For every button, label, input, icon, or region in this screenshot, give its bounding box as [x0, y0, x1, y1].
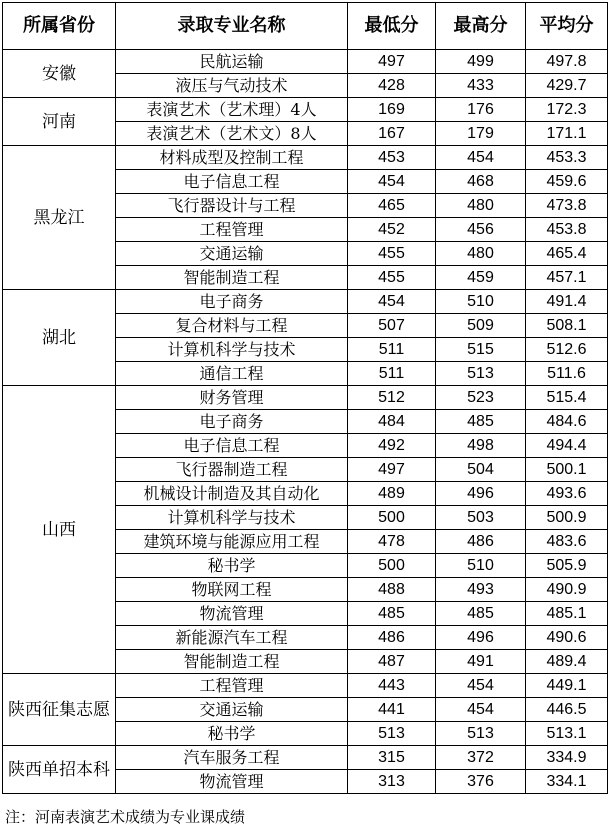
- major-cell: 物流管理: [116, 770, 348, 794]
- max-score-cell: 499: [436, 50, 526, 74]
- max-score-cell: 503: [436, 506, 526, 530]
- min-score-cell: 455: [348, 242, 436, 266]
- major-cell: 表演艺术（艺术文）8人: [116, 122, 348, 146]
- major-cell: 飞行器设计与工程: [116, 194, 348, 218]
- min-score-cell: 169: [348, 98, 436, 122]
- max-score-cell: 456: [436, 218, 526, 242]
- avg-score-cell: 494.4: [526, 434, 608, 458]
- major-cell: 交通运输: [116, 242, 348, 266]
- min-score-cell: 428: [348, 74, 436, 98]
- min-score-cell: 484: [348, 410, 436, 434]
- avg-score-cell: 334.1: [526, 770, 608, 794]
- major-cell: 秘书学: [116, 722, 348, 746]
- min-score-cell: 455: [348, 266, 436, 290]
- max-score-cell: 515: [436, 338, 526, 362]
- avg-score-cell: 483.6: [526, 530, 608, 554]
- avg-score-cell: 453.3: [526, 146, 608, 170]
- min-score-cell: 500: [348, 506, 436, 530]
- avg-score-cell: 485.1: [526, 602, 608, 626]
- min-score-cell: 488: [348, 578, 436, 602]
- table-row: [3, 50, 608, 74]
- header-min-score: 最低分: [348, 3, 436, 50]
- max-score-cell: 480: [436, 194, 526, 218]
- max-score-cell: 454: [436, 674, 526, 698]
- min-score-cell: 443: [348, 674, 436, 698]
- major-cell: 工程管理: [116, 218, 348, 242]
- min-score-cell: 500: [348, 554, 436, 578]
- avg-score-cell: 484.6: [526, 410, 608, 434]
- major-cell: 新能源汽车工程: [116, 626, 348, 650]
- max-score-cell: 498: [436, 434, 526, 458]
- table-row: [3, 674, 608, 698]
- avg-score-cell: 491.4: [526, 290, 608, 314]
- min-score-cell: 513: [348, 722, 436, 746]
- admission-scores-table: [2, 2, 608, 794]
- header-avg-score: 平均分: [526, 3, 608, 50]
- max-score-cell: 176: [436, 98, 526, 122]
- province-cell: 湖北: [3, 290, 116, 386]
- major-cell: 秘书学: [116, 554, 348, 578]
- max-score-cell: 454: [436, 146, 526, 170]
- max-score-cell: 504: [436, 458, 526, 482]
- min-score-cell: 512: [348, 386, 436, 410]
- max-score-cell: 496: [436, 626, 526, 650]
- major-cell: 智能制造工程: [116, 266, 348, 290]
- major-cell: 电子信息工程: [116, 434, 348, 458]
- min-score-cell: 486: [348, 626, 436, 650]
- min-score-cell: 441: [348, 698, 436, 722]
- province-cell: 黑龙江: [3, 146, 116, 290]
- min-score-cell: 453: [348, 146, 436, 170]
- avg-score-cell: 465.4: [526, 242, 608, 266]
- max-score-cell: 433: [436, 74, 526, 98]
- max-score-cell: 491: [436, 650, 526, 674]
- max-score-cell: 496: [436, 482, 526, 506]
- min-score-cell: 485: [348, 602, 436, 626]
- max-score-cell: 523: [436, 386, 526, 410]
- table-row: [3, 746, 608, 770]
- avg-score-cell: 515.4: [526, 386, 608, 410]
- avg-score-cell: 449.1: [526, 674, 608, 698]
- min-score-cell: 492: [348, 434, 436, 458]
- avg-score-cell: 513.1: [526, 722, 608, 746]
- min-score-cell: 487: [348, 650, 436, 674]
- min-score-cell: 511: [348, 338, 436, 362]
- province-cell: 陕西单招本科: [3, 746, 116, 794]
- max-score-cell: 468: [436, 170, 526, 194]
- major-cell: 电子商务: [116, 410, 348, 434]
- avg-score-cell: 334.9: [526, 746, 608, 770]
- major-cell: 民航运输: [116, 50, 348, 74]
- min-score-cell: 489: [348, 482, 436, 506]
- avg-score-cell: 500.9: [526, 506, 608, 530]
- major-cell: 液压与气动技术: [116, 74, 348, 98]
- major-cell: 物流管理: [116, 602, 348, 626]
- max-score-cell: 454: [436, 698, 526, 722]
- major-cell: 财务管理: [116, 386, 348, 410]
- max-score-cell: 486: [436, 530, 526, 554]
- min-score-cell: 478: [348, 530, 436, 554]
- max-score-cell: 459: [436, 266, 526, 290]
- avg-score-cell: 512.6: [526, 338, 608, 362]
- avg-score-cell: 171.1: [526, 122, 608, 146]
- max-score-cell: 513: [436, 362, 526, 386]
- major-cell: 通信工程: [116, 362, 348, 386]
- table-row: [3, 146, 608, 170]
- max-score-cell: 510: [436, 290, 526, 314]
- major-cell: 材料成型及控制工程: [116, 146, 348, 170]
- major-cell: 交通运输: [116, 698, 348, 722]
- province-cell: 陕西征集志愿: [3, 674, 116, 746]
- avg-score-cell: 459.6: [526, 170, 608, 194]
- province-cell: 山西: [3, 386, 116, 674]
- max-score-cell: 493: [436, 578, 526, 602]
- min-score-cell: 167: [348, 122, 436, 146]
- table-row: [3, 386, 608, 410]
- major-cell: 电子商务: [116, 290, 348, 314]
- major-cell: 智能制造工程: [116, 650, 348, 674]
- avg-score-cell: 508.1: [526, 314, 608, 338]
- min-score-cell: 452: [348, 218, 436, 242]
- max-score-cell: 513: [436, 722, 526, 746]
- avg-score-cell: 457.1: [526, 266, 608, 290]
- avg-score-cell: 429.7: [526, 74, 608, 98]
- max-score-cell: 376: [436, 770, 526, 794]
- max-score-cell: 485: [436, 410, 526, 434]
- min-score-cell: 511: [348, 362, 436, 386]
- table-row: [3, 290, 608, 314]
- max-score-cell: 480: [436, 242, 526, 266]
- table-header-row: [3, 3, 608, 50]
- major-cell: 建筑环境与能源应用工程: [116, 530, 348, 554]
- max-score-cell: 509: [436, 314, 526, 338]
- table-body: [3, 50, 608, 794]
- major-cell: 表演艺术（艺术理）4人: [116, 98, 348, 122]
- header-province: 所属省份: [3, 3, 116, 50]
- min-score-cell: 465: [348, 194, 436, 218]
- avg-score-cell: 172.3: [526, 98, 608, 122]
- max-score-cell: 372: [436, 746, 526, 770]
- major-cell: 工程管理: [116, 674, 348, 698]
- major-cell: 机械设计制造及其自动化: [116, 482, 348, 506]
- avg-score-cell: 473.8: [526, 194, 608, 218]
- major-cell: 计算机科学与技术: [116, 338, 348, 362]
- max-score-cell: 485: [436, 602, 526, 626]
- min-score-cell: 497: [348, 458, 436, 482]
- max-score-cell: 510: [436, 554, 526, 578]
- avg-score-cell: 489.4: [526, 650, 608, 674]
- avg-score-cell: 490.9: [526, 578, 608, 602]
- avg-score-cell: 493.6: [526, 482, 608, 506]
- major-cell: 复合材料与工程: [116, 314, 348, 338]
- avg-score-cell: 511.6: [526, 362, 608, 386]
- min-score-cell: 454: [348, 170, 436, 194]
- major-cell: 飞行器制造工程: [116, 458, 348, 482]
- min-score-cell: 313: [348, 770, 436, 794]
- major-cell: 物联网工程: [116, 578, 348, 602]
- header-major: 录取专业名称: [116, 3, 348, 50]
- province-cell: 安徽: [3, 50, 116, 98]
- avg-score-cell: 505.9: [526, 554, 608, 578]
- footnote: 注：河南表演艺术成绩为专业课成绩: [5, 808, 246, 826]
- avg-score-cell: 446.5: [526, 698, 608, 722]
- min-score-cell: 454: [348, 290, 436, 314]
- major-cell: 计算机科学与技术: [116, 506, 348, 530]
- major-cell: 电子信息工程: [116, 170, 348, 194]
- major-cell: 汽车服务工程: [116, 746, 348, 770]
- header-max-score: 最高分: [436, 3, 526, 50]
- min-score-cell: 315: [348, 746, 436, 770]
- min-score-cell: 497: [348, 50, 436, 74]
- min-score-cell: 507: [348, 314, 436, 338]
- province-cell: 河南: [3, 98, 116, 146]
- avg-score-cell: 490.6: [526, 626, 608, 650]
- avg-score-cell: 497.8: [526, 50, 608, 74]
- table-row: [3, 98, 608, 122]
- avg-score-cell: 500.1: [526, 458, 608, 482]
- avg-score-cell: 453.8: [526, 218, 608, 242]
- max-score-cell: 179: [436, 122, 526, 146]
